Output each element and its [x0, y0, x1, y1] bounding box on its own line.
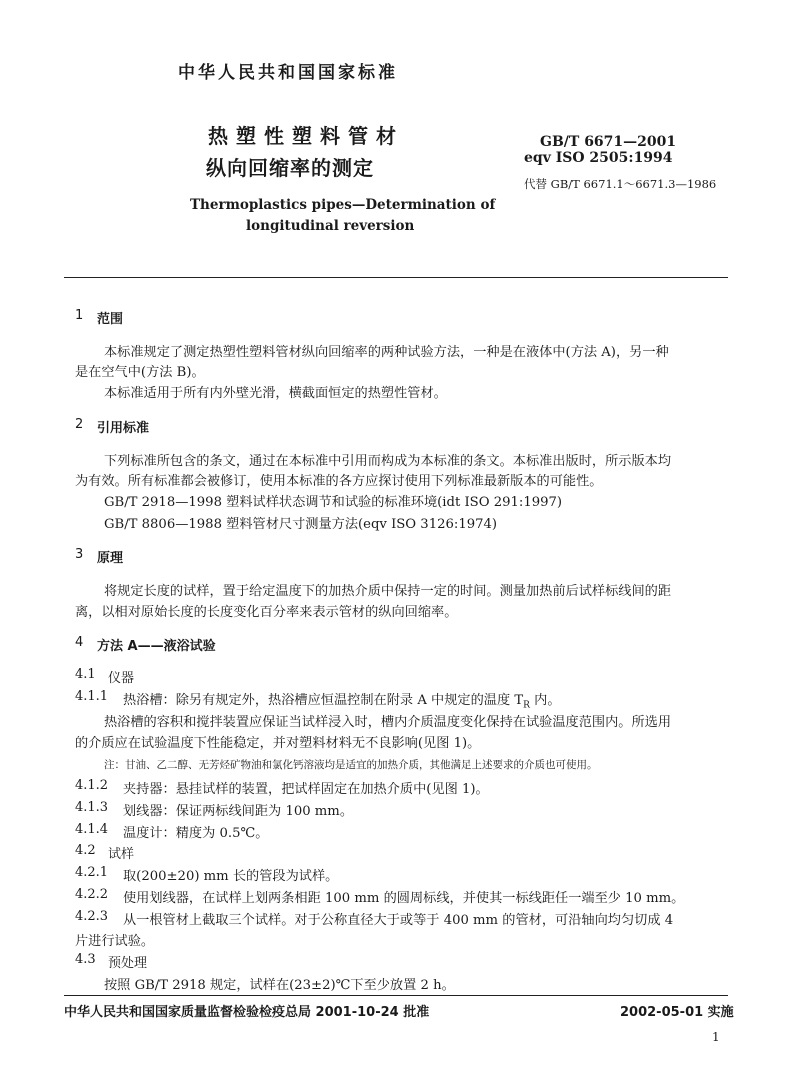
- section-2-title: 引用标准: [97, 421, 150, 436]
- clause-4-1-1-main: 热浴槽：除另有规定外，热浴槽应恒温控制在附录 A 中规定的温度 T: [123, 693, 524, 708]
- standard-code: GB/T 6671—2001: [540, 134, 677, 150]
- heating-medium-note: 注：甘油、乙二醇、无芳烃矿物油和氯化钙溶液均是适宜的加热介质，其他满足上述要求的介质也可使用。: [104, 759, 598, 771]
- section-2-paragraph: 下列标准所包含的条文，通过在本标准中引用而构成为本标准的条文。本标准出版时，所示版本均: [104, 454, 672, 469]
- clause-4-1-1-paragraph-cont: 的介质应在试验温度下性能稳定，并对塑料材料无不良影响(见图 1)。: [75, 736, 481, 751]
- section-1-paragraph: 本标准规定了测定热塑性塑料管材纵向回缩率的两种试验方法，一种是在液体中(方法 A)，另一种: [104, 345, 669, 360]
- clause-4-1-1-paragraph: 热浴槽的容积和搅拌装置应保证当试样浸入时，槽内介质温度变化保持在试验温度范围内。所选用: [104, 715, 672, 730]
- section-1-paragraph-cont: 是在空气中(方法 B)。: [75, 365, 205, 380]
- clause-4-2-number: 4.2: [75, 843, 96, 858]
- clause-4-1-4-text: 温度计：精度为 0.5℃。: [123, 826, 269, 841]
- section-3-paragraph: 将规定长度的试样，置于给定温度下的加热介质中保持一定的时间。测量加热前后试样标线间的距: [104, 584, 672, 599]
- clause-4-1-1-number: 4.1.1: [75, 689, 109, 704]
- section-4-number: 4: [75, 635, 84, 650]
- clause-4-2-3-text: 从一根管材上截取三个试样。对于公称直径大于或等于 400 mm 的管材，可沿轴向均匀切成 4: [123, 913, 674, 928]
- clause-4-1-1-text: [123, 689, 561, 711]
- national-standard-label: 中华人民共和国国家标准: [178, 63, 398, 83]
- section-3-number: 3: [75, 547, 84, 562]
- effective-date: 2002-05-01 实施: [620, 1005, 734, 1020]
- clause-4-2-1-number: 4.2.1: [75, 865, 109, 880]
- section-1-scope: 本标准适用于所有内外壁光滑，横截面恒定的热塑性管材。: [104, 386, 447, 401]
- clause-4-2-title: 试样: [108, 847, 135, 862]
- title-cn-line1: 热塑性塑料管材: [208, 124, 404, 148]
- section-1-number: 1: [75, 308, 84, 323]
- clause-4-3-text: 按照 GB/T 2918 规定，试样在(23±2)℃下至少放置 2 h。: [104, 978, 455, 993]
- header-divider: [64, 277, 728, 278]
- clause-4-1-1-tail: 内。: [529, 693, 561, 708]
- replaces-standard: 代替 GB/T 6671.1～6671.3—1986: [524, 177, 717, 191]
- clause-4-2-3-number: 4.2.3: [75, 909, 109, 924]
- title-en-line1: Thermoplastics pipes—Determination of: [190, 197, 496, 213]
- title-cn-line2: 纵向回缩率的测定: [206, 156, 374, 180]
- page-number: 1: [712, 1030, 720, 1044]
- section-3-title: 原理: [97, 551, 124, 566]
- section-3-paragraph-cont: 离，以相对原始长度的长度变化百分率来表示管材的纵向回缩率。: [75, 605, 458, 620]
- reference-gb8806: GB/T 8806—1988 塑料管材尺寸测量方法(eqv ISO 3126:1974): [104, 517, 498, 532]
- section-2-paragraph-cont: 为有效。所有标准都会被修订，使用本标准的各方应探讨使用下列标准最新版本的可能性。: [75, 474, 603, 489]
- clause-4-1-number: 4.1: [75, 667, 96, 682]
- title-en-line2: longitudinal reversion: [246, 218, 415, 234]
- section-1-title: 范围: [97, 312, 124, 327]
- section-4-title: 方法 A——液浴试验: [97, 639, 216, 654]
- clause-4-1-4-number: 4.1.4: [75, 822, 109, 837]
- clause-4-2-2-text: 使用划线器，在试样上划两条相距 100 mm 的圆周标线，并使其一标线距任一端至少 10 mm。: [123, 891, 685, 906]
- clause-4-3-title: 预处理: [108, 956, 148, 971]
- equivalent-standard: eqv ISO 2505:1994: [524, 150, 673, 166]
- clause-4-1-3-number: 4.1.3: [75, 800, 109, 815]
- clause-4-2-2-number: 4.2.2: [75, 887, 109, 902]
- clause-4-2-1-text: 取(200±20) mm 长的管段为试样。: [123, 869, 339, 884]
- approval-statement: 中华人民共和国国家质量监督检验检疫总局 2001-10-24 批准: [64, 1005, 430, 1020]
- clause-4-2-3-text-cont: 片进行试验。: [75, 934, 155, 949]
- clause-4-1-2-text: 夹持器：悬挂试样的装置，把试样固定在加热介质中(见图 1)。: [123, 782, 489, 797]
- footer-divider: [64, 995, 728, 996]
- temperature-subscript: R: [523, 700, 530, 711]
- clause-4-1-title: 仪器: [108, 671, 135, 686]
- clause-4-1-2-number: 4.1.2: [75, 778, 109, 793]
- clause-4-1-3-text: 划线器：保证两标线间距为 100 mm。: [123, 804, 354, 819]
- section-2-number: 2: [75, 417, 84, 432]
- clause-4-3-number: 4.3: [75, 952, 96, 967]
- reference-gb2918: GB/T 2918—1998 塑料试样状态调节和试验的标准环境(idt ISO 291:1997): [104, 495, 563, 510]
